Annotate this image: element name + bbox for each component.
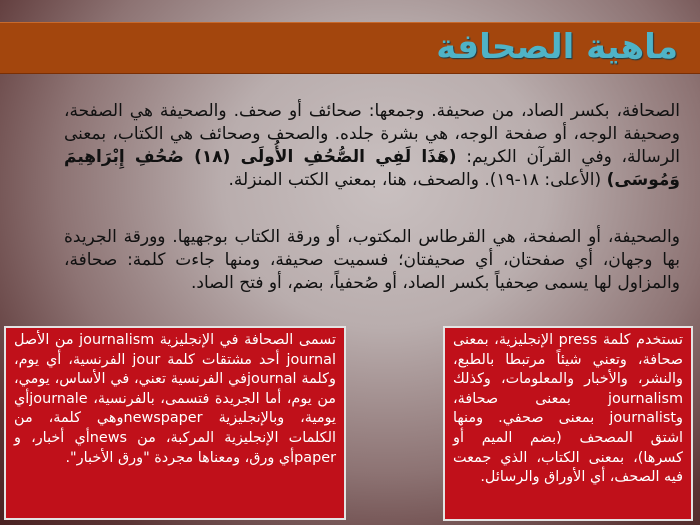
slide-title: ماهية الصحافة [436,27,678,67]
journalism-etymology-box: تسمى الصحافة في الإنجليزية journalism من الأصل journal أحد مشتقات كلمة jour الفرنسية، أي يوم، وكلمة journalفي الفرنسية تعني، في الأساس، يومي، من يوم، أما الجريدة فتسمى، بالفرنسية، journaleأي يومية، وبالإنجليزية newspaperوهي كلمة، من الكلمات الإنجليزية المركبة، من newsأي أخبار، و paperأي ورق، ومعناها مجردة "ورق الأخبار". [4,326,346,520]
definition-paragraph [64,100,680,192]
press-meaning-box: تستخدم كلمة press الإنجليزية، بمعنى صحافة، وتعني شيئاً مرتبطا بالطبع، والنشر، والأخبار والمعلومات، وكذلك journalism بمعنى صحافة، وjournalist بمعنى صحفي. ومنها اشتق المصحف (بضم الميم أو كسرها)، بمعنى الكتاب، الذي جمعت فيه الصحف، أي الأوراق والرسائل. [443,326,693,521]
quran-quote: (هَذَا لَفِي الصُّحُفِ الأُولَى (١٨) صُحُفِ إِبْرَاهِيمَ وَمُوسَى) [64,147,680,190]
paragraph-text-after-quote: (الأعلى: ١٨-١٩). والصحف، هنا، بمعني الكتب المنزلة. [228,170,607,190]
page-meaning-paragraph: والصحيفة، أو الصفحة، هي القرطاس المكتوب، أو ورقة الكتاب بوجهيها. وورقة الجريدة بها وجهان، أي صفحتان، أي صحيفتان؛ فسميت صحيفة، ومنها جاءت كلمة: صحافة، والمزاول لها يسمى صِحفياً بكسر الصاد، أو صُحفياً، بضم، أو فتح الصاد. [64,227,680,293]
paragraph-text-before-quote: الصحافة، بكسر الصاد، من صحيفة. وجمعها: صحائف أو صحف. والصحيفة هي الصفحة، وصحيفة الوجه، أو صفحة الوجه، هي بشرة جلده. والصحف وصحائف هي الكتاب، بمعنى الرسالة، وفي القرآن الكريم: [64,101,680,167]
